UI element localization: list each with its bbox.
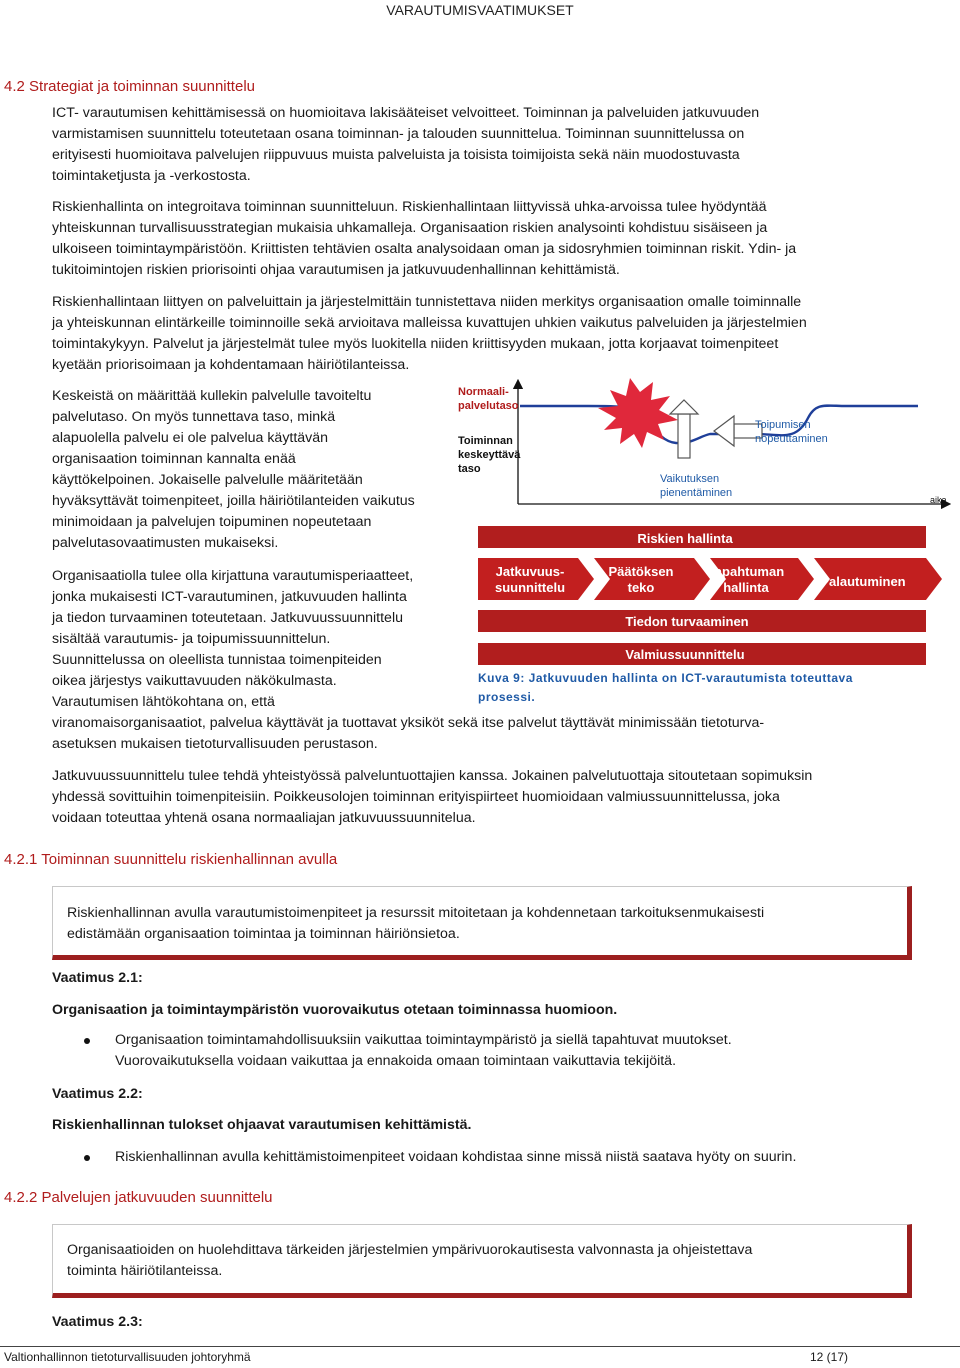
requirement-label-2-2: Vaatimus 2.2:	[52, 1086, 143, 1102]
label-time: aika	[930, 495, 947, 505]
text-line: sisältää varautumis- ja toipumissuunnittelun.	[52, 631, 331, 647]
text-line: ja tiedon turvaaminen toteutetaan. Jatkuvuussuunnittelu	[52, 610, 403, 626]
label-recovery-line: Toipumisen	[755, 419, 811, 431]
step-label-line: Tapahtuman	[707, 564, 785, 579]
requirement-bullet-2-1	[115, 1030, 732, 1072]
readiness-label: Valmiussuunnittelu	[625, 647, 745, 662]
text-line: palvelutaso. On myös tunnettava taso, minkä	[52, 409, 336, 425]
text-line: Suunnittelussa on oleellista tunnistaa toimenpiteiden	[52, 652, 382, 668]
text-line: voidaan toteuttaa yhtenä osana normaaliajan jatkuvuussuunnitelua.	[52, 810, 476, 826]
step-label-line: teko	[627, 580, 655, 595]
label-impact-line: pienentäminen	[660, 487, 733, 499]
label-recovery-line: nopeuttaminen	[755, 433, 828, 445]
requirement-label-2-3: Vaatimus 2.3:	[52, 1314, 143, 1330]
label-min-line: taso	[458, 463, 481, 475]
text-line: palvelutasovaatimusten mukaiseksi.	[52, 535, 279, 551]
requirement-bullet-2-2: Riskienhallinnan avulla kehittämistoimenpiteet voidaan kohdistaa sinne missä niistä saatava hyöty on suurin.	[115, 1149, 797, 1165]
text-line: toimintakykyyn. Palvelut ja järjestelmät tulee myös luokitella niiden kriittisyyden mukaan, jotta korjaavat toimenpiteet	[52, 336, 779, 352]
text-line: Riskienhallintaan liittyen on palveluittain ja järjestelmittäin tunnistettava niiden merkitys organisaation omalle toiminnalle	[52, 294, 802, 310]
bullet-icon	[84, 1155, 90, 1161]
figure-caption-line: prosessi.	[478, 690, 536, 704]
footer-left: Valtionhallinnon tietoturvallisuuden johtoryhmä	[4, 1350, 251, 1364]
text-line: yhdessä sovittuihin toimenpiteisiin. Poikkeusolojen toiminnan erityispiirteet huomioidaan valmiussuunnittelussa, joka	[52, 789, 780, 805]
impact-arrow-icon	[670, 400, 698, 458]
step-label-line: Päätöksen	[608, 564, 674, 579]
text-line: viranomaisorganisaatiot, palvelua käyttävät ja tuottavat yksiköt sekä itse palvelut täyttävät minimissään tietoturva-	[52, 715, 765, 731]
text-line: Organisaatiolla tulee olla kirjattuna varautumisperiaatteet,	[52, 568, 414, 584]
incident-burst-icon	[598, 378, 678, 448]
requirement-label-2-1: Vaatimus 2.1:	[52, 970, 143, 986]
text-line: Organisaation toimintamahdollisuuksiin vaikuttaa toimintaympäristö ja siellä tapahtuvat muutokset.	[115, 1032, 732, 1048]
page-header: VARAUTUMISVAATIMUKSET	[386, 2, 574, 18]
highlight-box-continuity	[52, 1224, 912, 1298]
text-line: alapuolella palvelu ei ole palvelua käyttävän	[52, 430, 329, 446]
continuity-diagram	[448, 376, 956, 706]
service-level-curve	[520, 406, 918, 444]
text-line: toiminta häiriötilanteissa.	[67, 1263, 223, 1279]
text-line: Riskienhallinta on integroitava toiminnan suunnitteluun. Riskienhallintaan liittyvissä uhka-arvoissa tulee hyödyntää	[52, 199, 767, 215]
text-line: Keskeistä on määrittää kullekin palvelulle tavoiteltu	[52, 388, 372, 404]
text-line: edistämään organisaation toimintaa ja toiminnan häiriönsietoa.	[67, 926, 460, 942]
text-line: asetuksen mukaisen tietoturvallisuuden perustason.	[52, 736, 378, 752]
text-line: Organisaatioiden on huolehdittava tärkeiden järjestelmien ympärivuorokautisesta valvonnasta ja ohjeistettava	[67, 1242, 753, 1258]
paragraph-service-level	[52, 386, 415, 554]
text-line: organisaation toiminnan kannalta enää	[52, 451, 296, 467]
text-line: tukitoimintojen riskien priorisointi ohjaa varautumisen ja jatkuvuudenhallinnan kehittämistä.	[52, 262, 620, 278]
text-line: ICT- varautumisen kehittämisessä on huomioitava lakisääteiset velvoitteet. Toiminnan ja palveluiden jatkuvuuden	[52, 105, 760, 121]
text-line: Varautumisen lähtökohtana on, että	[52, 694, 275, 710]
text-line: kyetään priorisoimaan ja kohdentamaan häiriötilanteissa.	[52, 357, 410, 373]
text-line: Riskienhallinnan avulla varautumistoimenpiteet ja resurssit mitoitetaan ja kohdennetaan tarkoituksenmukaisesti	[67, 905, 765, 921]
step-label-line: hallinta	[723, 580, 769, 595]
risk-management-label: Riskien hallinta	[637, 531, 733, 546]
text-line: ulkoiseen toimintaympäristöön. Kriittisten tehtävien osalta analysoidaan oman ja sidosryhmien toiminnan riskit. Ydin- ja	[52, 241, 797, 257]
paragraph-strategies	[52, 103, 759, 187]
label-min-line: keskeyttävä	[458, 449, 521, 461]
highlight-box-risk	[52, 886, 912, 960]
label-impact-line: Vaikutuksen	[660, 473, 720, 485]
text-line: hyväksyttävät toimenpiteet, joilla häiriötilanteiden vaikutus	[52, 493, 415, 509]
paragraph-risk-management	[52, 197, 796, 281]
text-line: oikea järjestys vaikuttavuuden näkökulmasta.	[52, 673, 337, 689]
bullet-icon	[84, 1038, 90, 1044]
label-normal-line: Normaali-	[458, 386, 509, 398]
step-label-line: suunnittelu	[494, 580, 566, 595]
label-normal-line: palvelutaso	[458, 400, 519, 412]
text-line: minimoidaan ja palvelujen toipuminen nopeutetaan	[52, 514, 372, 530]
text-line: ja yhteiskunnan elintärkeille toiminnoille sekä arvioitava malleissa kuvattujen uhkien vaikutus palveluiden ja järjestelmien	[52, 315, 807, 331]
text-line: Jatkuvuussuunnittelu tulee tehdä yhteistyössä palveluntuottajien kanssa. Jokainen palvelutuottaja sitoutetaan sopimuksin	[52, 768, 813, 784]
data-security-label: Tiedon turvaaminen	[625, 614, 749, 629]
text-line: varmistamisen suunnittelu toteutetaan osana toiminnan- ja talouden suunnittelua. Toiminnan suunnittelussa on	[52, 126, 745, 142]
text-line: käyttökelpoinen. Jokaiselle palvelulle määritetään	[52, 472, 363, 488]
section-heading-4-2-2: 4.2.2 Palvelujen jatkuvuuden suunnittelu	[4, 1189, 273, 1206]
footer-page-number: 12 (17)	[810, 1350, 849, 1364]
requirement-title-2-2: Riskienhallinnan tulokset ohjaavat varautumisen kehittämistä.	[52, 1117, 472, 1133]
text-line: erityisesti huomioitava palvelujen riippuvuus muista palveluista ja toisista toimijoista sekä näin muodostuvasta	[52, 147, 740, 163]
text-line: yhteiskunnan turvallisuusstrategian mukaisia uhkamalleja. Organisaation riskien analysointi kohdistuu sisäiseen ja	[52, 220, 768, 236]
requirement-title-2-1: Organisaation ja toimintaympäristön vuorovaikutus otetaan toiminnassa huomioon.	[52, 1002, 618, 1018]
section-heading-4-2: 4.2 Strategiat ja toiminnan suunnittelu	[4, 78, 255, 95]
paragraph-criticality	[52, 292, 807, 376]
text-line: toimintaketjusta ja -verkostosta.	[52, 168, 251, 184]
step-label-line: Jatkuvuus-	[495, 564, 565, 579]
text-line: jonka mukaisesti ICT-varautuminen, jatkuvuuden hallinta	[52, 589, 407, 605]
step-label-line: Palautuminen	[820, 574, 906, 589]
paragraph-continuity-planning	[52, 766, 812, 829]
footer-divider	[0, 1346, 960, 1347]
figure-caption-line: Kuva 9: Jatkuvuuden hallinta on ICT-varautumista toteuttava	[478, 671, 853, 685]
text-line: Vuorovaikutuksella voidaan vaikuttaa ja ennakoida omaan toimintaan vaikuttavia tekijöitä.	[115, 1053, 677, 1069]
label-min-line: Toiminnan	[458, 435, 513, 447]
section-heading-4-2-1: 4.2.1 Toiminnan suunnittelu riskienhallinnan avulla	[4, 851, 338, 868]
